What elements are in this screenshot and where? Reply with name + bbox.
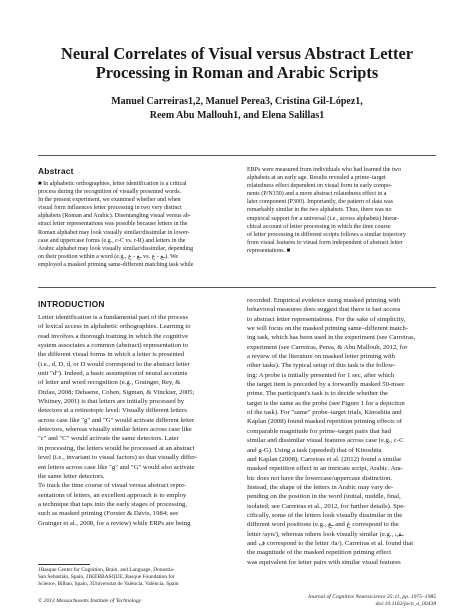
article-title [30,44,444,82]
body-line: to abstract letter representations. For the sake of simplicity, [247,315,406,323]
abstract-line: from visual features to visual form independent of abstract letter [247,239,403,246]
body-line: bic does not have the lowercase/uppercase distinction. [247,474,393,482]
intro-right-column [247,296,437,567]
body-line: of letter and word recognition (e.g., Grainger, Rey, & [38,379,181,387]
body-line: in processing, the letters would be processed at an abstract [38,444,195,452]
body-line: recorded. Empirical evidence using masked priming with [247,297,401,304]
body-line: comparable magnitude for prime–target pairs that had [247,427,391,435]
body-line: such as masked priming (Forster & Davis, 1984; see [38,510,179,518]
body-line: behavioral measures does suggest that there is fast access [247,306,401,314]
body-line: masked repetition effect in an intricate script, Arabic. Ara- [247,465,403,473]
introduction-heading: INTRODUCTION [38,299,105,309]
abstract-line: alphabets (Roman and Arabic). Disentangling visual versus ab- [38,213,191,220]
body-line: Instead, the shape of the letters in Arabic may vary de- [247,483,394,491]
body-line: sentations of letters, an excellent approach is to employ [38,491,187,499]
body-line: ing task, which has been used in the experiment (see Carreiras, [247,334,416,342]
body-line: the different visual forms in which a letter is presented [38,351,185,359]
body-line: Whitney, 2001) is that letters are initially processed by [38,398,185,406]
body-line: the target item is preceded by a forwardly masked 50-msec [247,381,405,389]
body-line: Dufau, 2008; Dehaene, Cohen, Sigman, & Vinckier, 2005; [38,388,195,396]
body-line: and ف correspond to the letter /fa/). Carreiras et al. found that [247,539,414,547]
abstract-line: ERPs were measured from individuals who had learned the two [247,167,401,173]
body-line: of lexical access in alphabetic orthographies. Learning to [38,323,191,331]
title-line: Neural Correlates of Visual versus Abstract Letter [60,44,414,63]
abstract-line: empirical support for a universal (i.e., across alphabets) hierar- [247,215,399,222]
author-line: Manuel Carreiras1,2, Manuel Perea3, Cristina Gil-López1, [111,96,363,107]
body-line: the same letter detectors. [38,472,105,480]
abstract-line: process during the recognition of visually presented words. [38,189,182,196]
body-line: experiment (see Carreiras, Perea, & Abu Mallouh, 2012, for [247,343,408,351]
abstract-heading: Abstract [38,166,74,176]
body-line: across case like "g" and "G" would activate different letter [38,416,195,424]
body-line: detectors at a retinotopic level: Visually different letters [38,407,187,415]
abstract-line: case and uppercase forms (e.g., c-C vs. r-R) and letters in the [38,237,186,244]
abstract-line: of letter processing in different scripts follows a similar trajectory [247,231,406,238]
abstract-line: relatedness effect dependent on visual form in early compo- [247,183,392,190]
abstract-line: employed a masked priming same-different matching task while [38,261,194,268]
abstract-line: ■ In alphabetic orthographies, letter identification is a critical [38,181,187,187]
citation-line: Journal of Cognitive Neuroscience 25:11, pp. 1975–1985 [307,594,436,600]
footnote-divider [38,564,90,565]
body-line: Kaplan (2008) found masked repetition priming effects of [247,418,402,426]
body-line: and g-G). Using a task (speeded) that of Kinoshita [247,446,382,454]
body-line: the magnitude of the masked repetition priming effect [247,549,392,557]
body-line: target is the same as the probe (see Figure 1 for a depiction [247,399,405,407]
body-line: different word positions (e.g., ـغ and غ correspond to the [247,521,399,529]
footnote-line: Science, Bilbao, Spain, 3Universitat de València, València, Spain [38,581,179,588]
abstract-line: alphabets at an early age. Results revealed a prime–target [247,175,386,182]
body-line: and Kaplan (2008), Carreiras et al. (2012) found a similar [247,455,402,463]
body-line: a technique that taps into the early stages of processing, [38,500,187,508]
body-line: read involves a thorough training in which the cognitive [38,332,189,340]
footnote-line: San Sebastián, Spain, 2IKERBASQUE, Basque Foundation for [38,574,175,581]
abstract-line: later component (P300). Importantly, the pattern of data was [247,199,394,206]
body-line: (i.e., d, D, d, or D would correspond to the abstract letter [38,360,190,368]
abstract-line: Arabic alphabet may look visually similar/dissimilar, depending [38,245,194,252]
body-line: cifically, some of the letters look visually dissimilar in the [247,511,403,519]
journal-citation [250,594,436,609]
abstract-line: chical account of letter processing in which the time course [247,223,391,230]
abstract-left-column [38,180,228,269]
abstract-line: In the present experiment, we examined whether and when [38,197,181,204]
body-line: similar and dissimilar visual features across case (e.g., c-C [247,437,404,445]
body-line: level (i.e., invariant to visual factors) so that visually differ- [38,454,198,462]
body-line: "c" and "C" would activate the same detectors. Later [38,435,179,443]
body-line: pending on the position in the word (initial, middle, final, [247,493,401,501]
abstract-line: stract letter representations was possible because letters in the [38,221,188,228]
body-line: Grainger et al., 2008, for a review) while ERPs are being [38,519,191,527]
abstract-line: visual form influences letter processing in two very distinct [38,205,182,212]
body-line: of the task). For "same" probe–target trials, Kinoshita and [247,409,402,417]
body-line: prime. The participant's task is to decide whether the [247,390,388,398]
copyright-notice: © 2013 Massachusetts Institute of Technology [38,598,142,604]
body-line: unit "d"). Indeed, a basic assumption of neural accounts [38,370,188,378]
body-line: ing: A probe is initially presented for 1 sec, after which [247,371,395,379]
affiliation-footnotes [38,567,230,589]
top-divider [38,155,436,156]
doi-line: doi:10.1162/jocn_a_00438 [375,601,436,608]
title-line: Processing in Roman and Arabic Scripts [95,63,379,82]
author-list [30,95,444,122]
abstract-line: remarkably similar in the two alphabets. Thus, there was no [247,207,392,214]
abstract-line: Roman alphabet may look visually similar/dissimilar in lower- [38,229,190,236]
footnote-line: 1Basque Center for Cognition, Brain, and Language, Donostia- [38,567,175,573]
body-line: a review of the literature on masked letter priming with [247,353,396,361]
body-line: Letter identification is a fundamental part of the process [38,314,189,321]
abstract-line: on their position within a word (e.g., ـغ - غ vs. ـع - ع). We [38,253,179,260]
body-line: was equivalent for letter pairs with similar visual features [247,558,401,566]
body-line: system associates a common (abstract) representation to [38,342,189,350]
body-line: letter /ayn/), whereas others look visually similar (e.g., ـف [247,530,404,538]
body-line: isolated; see Carreiras et al., 2012, for further details). Spe- [247,502,406,510]
body-line: ent letters across case like "g" and "G" would also activate [38,463,195,471]
section-divider [38,287,436,288]
body-line: detectors, whereas visually similar letters across case like [38,426,192,434]
author-line: Reem Abu Mallouh1, and Elena Salillas1 [149,109,325,121]
body-line: other tasks). The typical setup of this task is the follow- [247,362,396,370]
abstract-right-column [247,166,437,255]
abstract-line: nents (P/N150) and a more abstract relatedness effect in a [247,191,387,198]
body-line: To track the time course of visual versus abstract repre- [38,482,187,490]
abstract-line: representations. ■ [247,247,291,254]
body-line: we will focus on the masked priming same–different match- [247,325,409,333]
intro-left-column [38,313,228,528]
